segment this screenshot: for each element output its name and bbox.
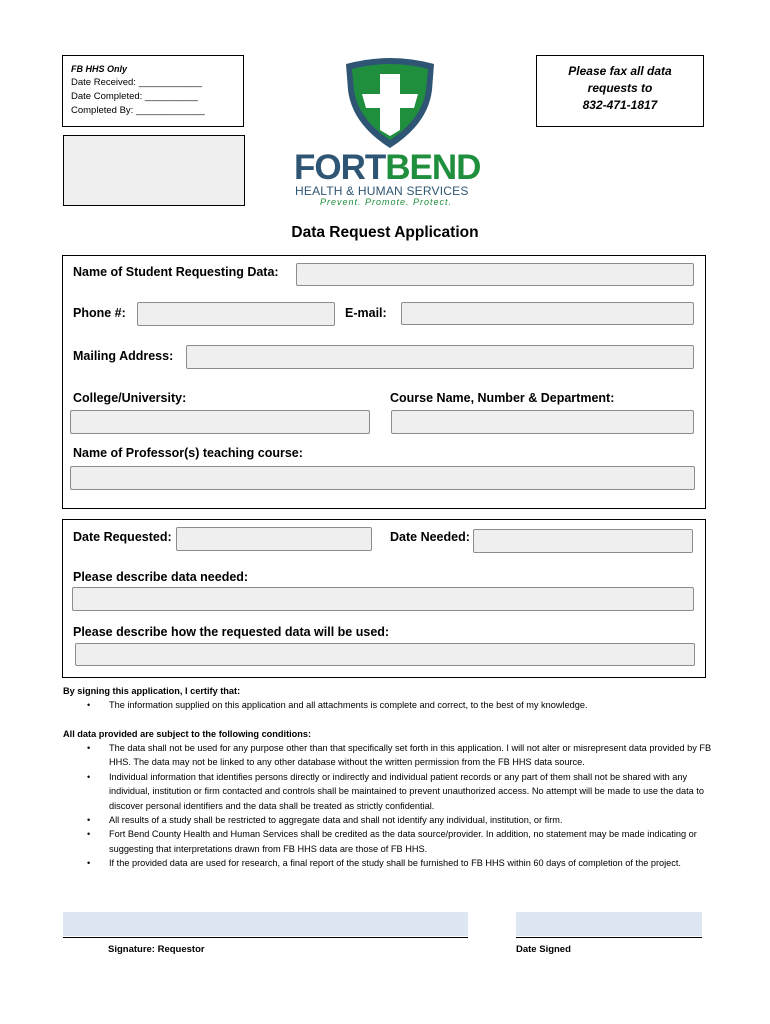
course-label: Course Name, Number & Department:	[390, 391, 615, 405]
student-name-label: Name of Student Requesting Data:	[73, 265, 279, 279]
page-title: Data Request Application	[291, 224, 479, 241]
conditions-heading: All data provided are subject to the following conditions:	[63, 729, 312, 739]
logo-word-fort: FORT	[294, 148, 386, 187]
logo-tagline: Prevent. Promote. Protect.	[320, 197, 453, 207]
list-item: • Individual information that identifies persons directly or indirectly and individual patient records or any part of them shall not be shared with any individual, institution or firm contacted and controls shall be maintained to prevent unauthorized access. No attempt will be made to use the data to discover personal identifiers and the data shall be treated as strictly confidential.	[63, 770, 718, 813]
list-item: • The data shall not be used for any purpose other than that specifically set forth in this application. I will not alter or misrepresent data provided by FB HHS. The data may not be linked to any other database without the written permission from the FB HHS data source.	[63, 741, 718, 770]
data-usage-label: Please describe how the requested data will be used:	[73, 625, 390, 639]
mailing-address-field[interactable]	[186, 345, 694, 369]
describe-data-field[interactable]	[72, 587, 694, 611]
date-completed-line: Date Completed: __________	[71, 91, 198, 102]
shield-cross-icon	[290, 56, 490, 152]
completed-by-line: Completed By: _____________	[71, 105, 205, 116]
certify-heading: By signing this application, I certify that:	[63, 686, 241, 696]
fax-number: 832-471-1817	[582, 98, 658, 112]
professor-label: Name of Professor(s) teaching course:	[73, 446, 303, 460]
date-signed-label: Date Signed	[516, 944, 571, 955]
fax-line-1: Please fax all data	[568, 64, 672, 78]
list-item: • The information supplied on this application and all attachments is complete and correct, to the best of my knowledge.	[63, 698, 713, 712]
requestor-signature-label: Signature: Requestor	[108, 944, 205, 955]
logo-subtitle: HEALTH & HUMAN SERVICES	[295, 184, 469, 198]
requestor-signature-field[interactable]	[63, 912, 468, 936]
list-item: • All results of a study shall be restricted to aggregate data and shall not identify any individual, institution, or firm.	[63, 813, 718, 827]
fort-bend-logo	[290, 56, 490, 208]
date-signed-field[interactable]	[516, 912, 702, 936]
student-name-field[interactable]	[296, 263, 694, 286]
date-requested-field[interactable]	[176, 527, 372, 551]
list-item: • If the provided data are used for research, a final report of the study shall be furnished to FB HHS within 60 days of completion of the project.	[63, 856, 718, 870]
date-needed-label: Date Needed:	[390, 530, 470, 544]
fax-notice	[536, 55, 704, 127]
certify-list	[63, 698, 713, 712]
mailing-address-label: Mailing Address:	[73, 349, 174, 363]
phone-label: Phone #:	[73, 306, 126, 320]
logo-wordmark	[294, 150, 480, 186]
professor-field[interactable]	[70, 466, 695, 490]
college-field[interactable]	[70, 410, 370, 434]
email-field[interactable]	[401, 302, 694, 325]
data-usage-field[interactable]	[75, 643, 695, 666]
requestor-signature-line	[63, 937, 468, 938]
date-needed-field[interactable]	[473, 529, 693, 553]
requester-info-panel	[62, 255, 706, 509]
conditions-list	[63, 741, 718, 871]
email-label: E-mail:	[345, 306, 387, 320]
date-requested-label: Date Requested:	[73, 530, 172, 544]
college-label: College/University:	[73, 391, 187, 405]
data-request-panel	[62, 519, 706, 678]
office-use-box	[62, 55, 244, 127]
logo-word-bend: BEND	[385, 148, 481, 187]
describe-data-label: Please describe data needed:	[73, 570, 249, 584]
photo-box[interactable]	[63, 135, 245, 206]
course-field[interactable]	[391, 410, 694, 434]
date-received-line: Date Received: ____________	[71, 77, 202, 88]
date-signed-line	[516, 937, 702, 938]
fax-line-2: requests to	[587, 81, 653, 95]
list-item: • Fort Bend County Health and Human Services shall be credited as the data source/provider. In addition, no statement may be made indicating or suggesting that interpretations drawn from FB HHS data are those of FB HHS.	[63, 827, 718, 856]
phone-field[interactable]	[137, 302, 335, 326]
office-use-heading: FB HHS Only	[71, 64, 128, 74]
